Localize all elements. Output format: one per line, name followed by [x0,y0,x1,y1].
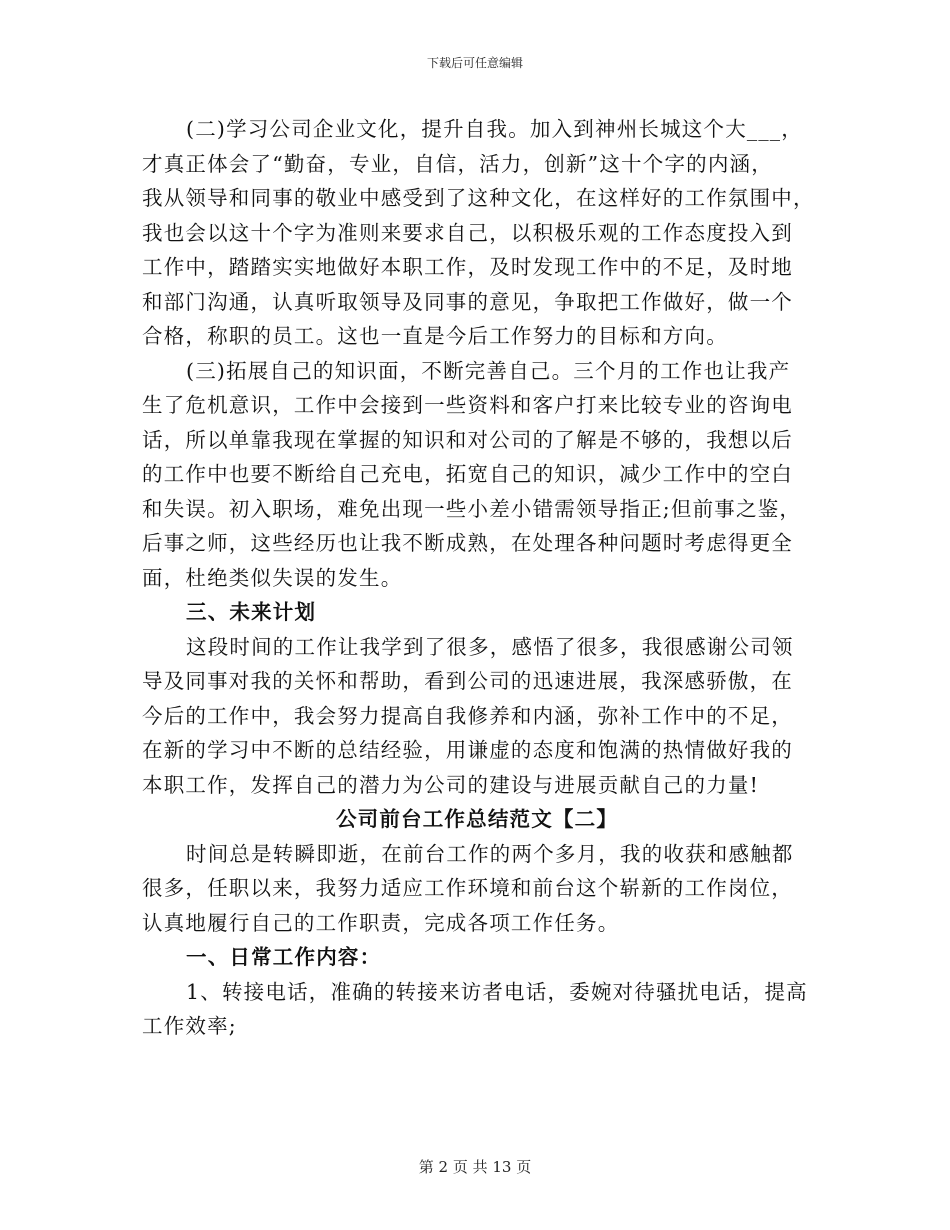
paragraph-line: 很多，任职以来，我努力适应工作环境和前台这个崭新的工作岗位， [142,876,793,900]
paragraph-line: 1、转接电话，准确的转接来访者电话，委婉对待骚扰电话，提高 [186,979,808,1004]
paragraph-line: 生了危机意识，工作中会接到一些资料和客户打来比较专业的咨询电 [142,393,793,417]
page-footer-pagination: 第 2 页 共 13 页 [418,1158,532,1176]
paragraph-line: 合格，称职的员工。这也一直是今后工作努力的目标和方向。 [142,324,728,348]
paragraph-line: 和部门沟通，认真听取领导及同事的意见，争取把工作做好，做一个 [142,289,793,314]
paragraph-line: 这段时间的工作让我学到了很多，感悟了很多，我很感谢公司领 [186,634,794,659]
paragraph-line: 话，所以单靠我现在掌握的知识和对公司的了解是不够的，我想以后 [142,427,793,452]
section-title: 公司前台工作总结范文【二】 [335,807,619,831]
paragraph-line: 我从领导和同事的敬业中感受到了这种文化，在这样好的工作氛围中， [142,186,815,210]
paragraph-line: 的工作中也要不断给自己充电，拓宽自己的知识，减少工作中的空白 [142,462,793,486]
paragraph-line: 面，杜绝类似失误的发生。 [142,565,403,590]
paragraph-line: 今后的工作中，我会努力提高自我修养和内涵，弥补工作中的不足， [142,703,793,728]
page-header-note: 下载后可任意编辑 [426,56,523,70]
paragraph-line: 和失误。初入职场，难免出现一些小差小错需领导指正;但前事之鉴， [142,496,802,521]
paragraph-line: 认真地履行自己的工作职责，完成各项工作任务。 [142,910,620,935]
section-heading: 三、未来计划 [186,600,317,624]
paragraph-line: 才真正体会了“勤奋，专业，自信，活力，创新”这十个字的内涵， [142,151,773,176]
paragraph-line: 导及同事对我的关怀和帮助，看到公司的迅速进展，我深感骄傲，在 [142,669,793,693]
section-heading: 一、日常工作内容： [186,945,382,969]
paragraph-line: 工作效率; [142,1014,237,1038]
paragraph-line: (三)拓展自己的知识面，不断完善自己。三个月的工作也让我产 [186,358,791,383]
paragraph-line: 我也会以这十个字为准则来要求自己，以积极乐观的工作态度投入到 [142,220,793,245]
paragraph-line: 工作中，踏踏实实地做好本职工作，及时发现工作中的不足，及时地 [142,255,793,279]
paragraph-line: 时间总是转瞬即逝，在前台工作的两个多月，我的收获和感触都 [186,841,794,866]
paragraph-line: 本职工作，发挥自己的潜力为公司的建设与进展贡献自己的力量! [142,772,760,797]
paragraph-line: (二)学习公司企业文化，提升自我。加入到神州长城这个大___， [186,117,803,141]
paragraph-line: 在新的学习中不断的总结经验，用谦虚的态度和饱满的热情做好我的 [142,738,793,762]
paragraph-line: 后事之师，这些经历也让我不断成熟，在处理各种问题时考虑得更全 [142,531,793,555]
document-body [142,112,815,1044]
